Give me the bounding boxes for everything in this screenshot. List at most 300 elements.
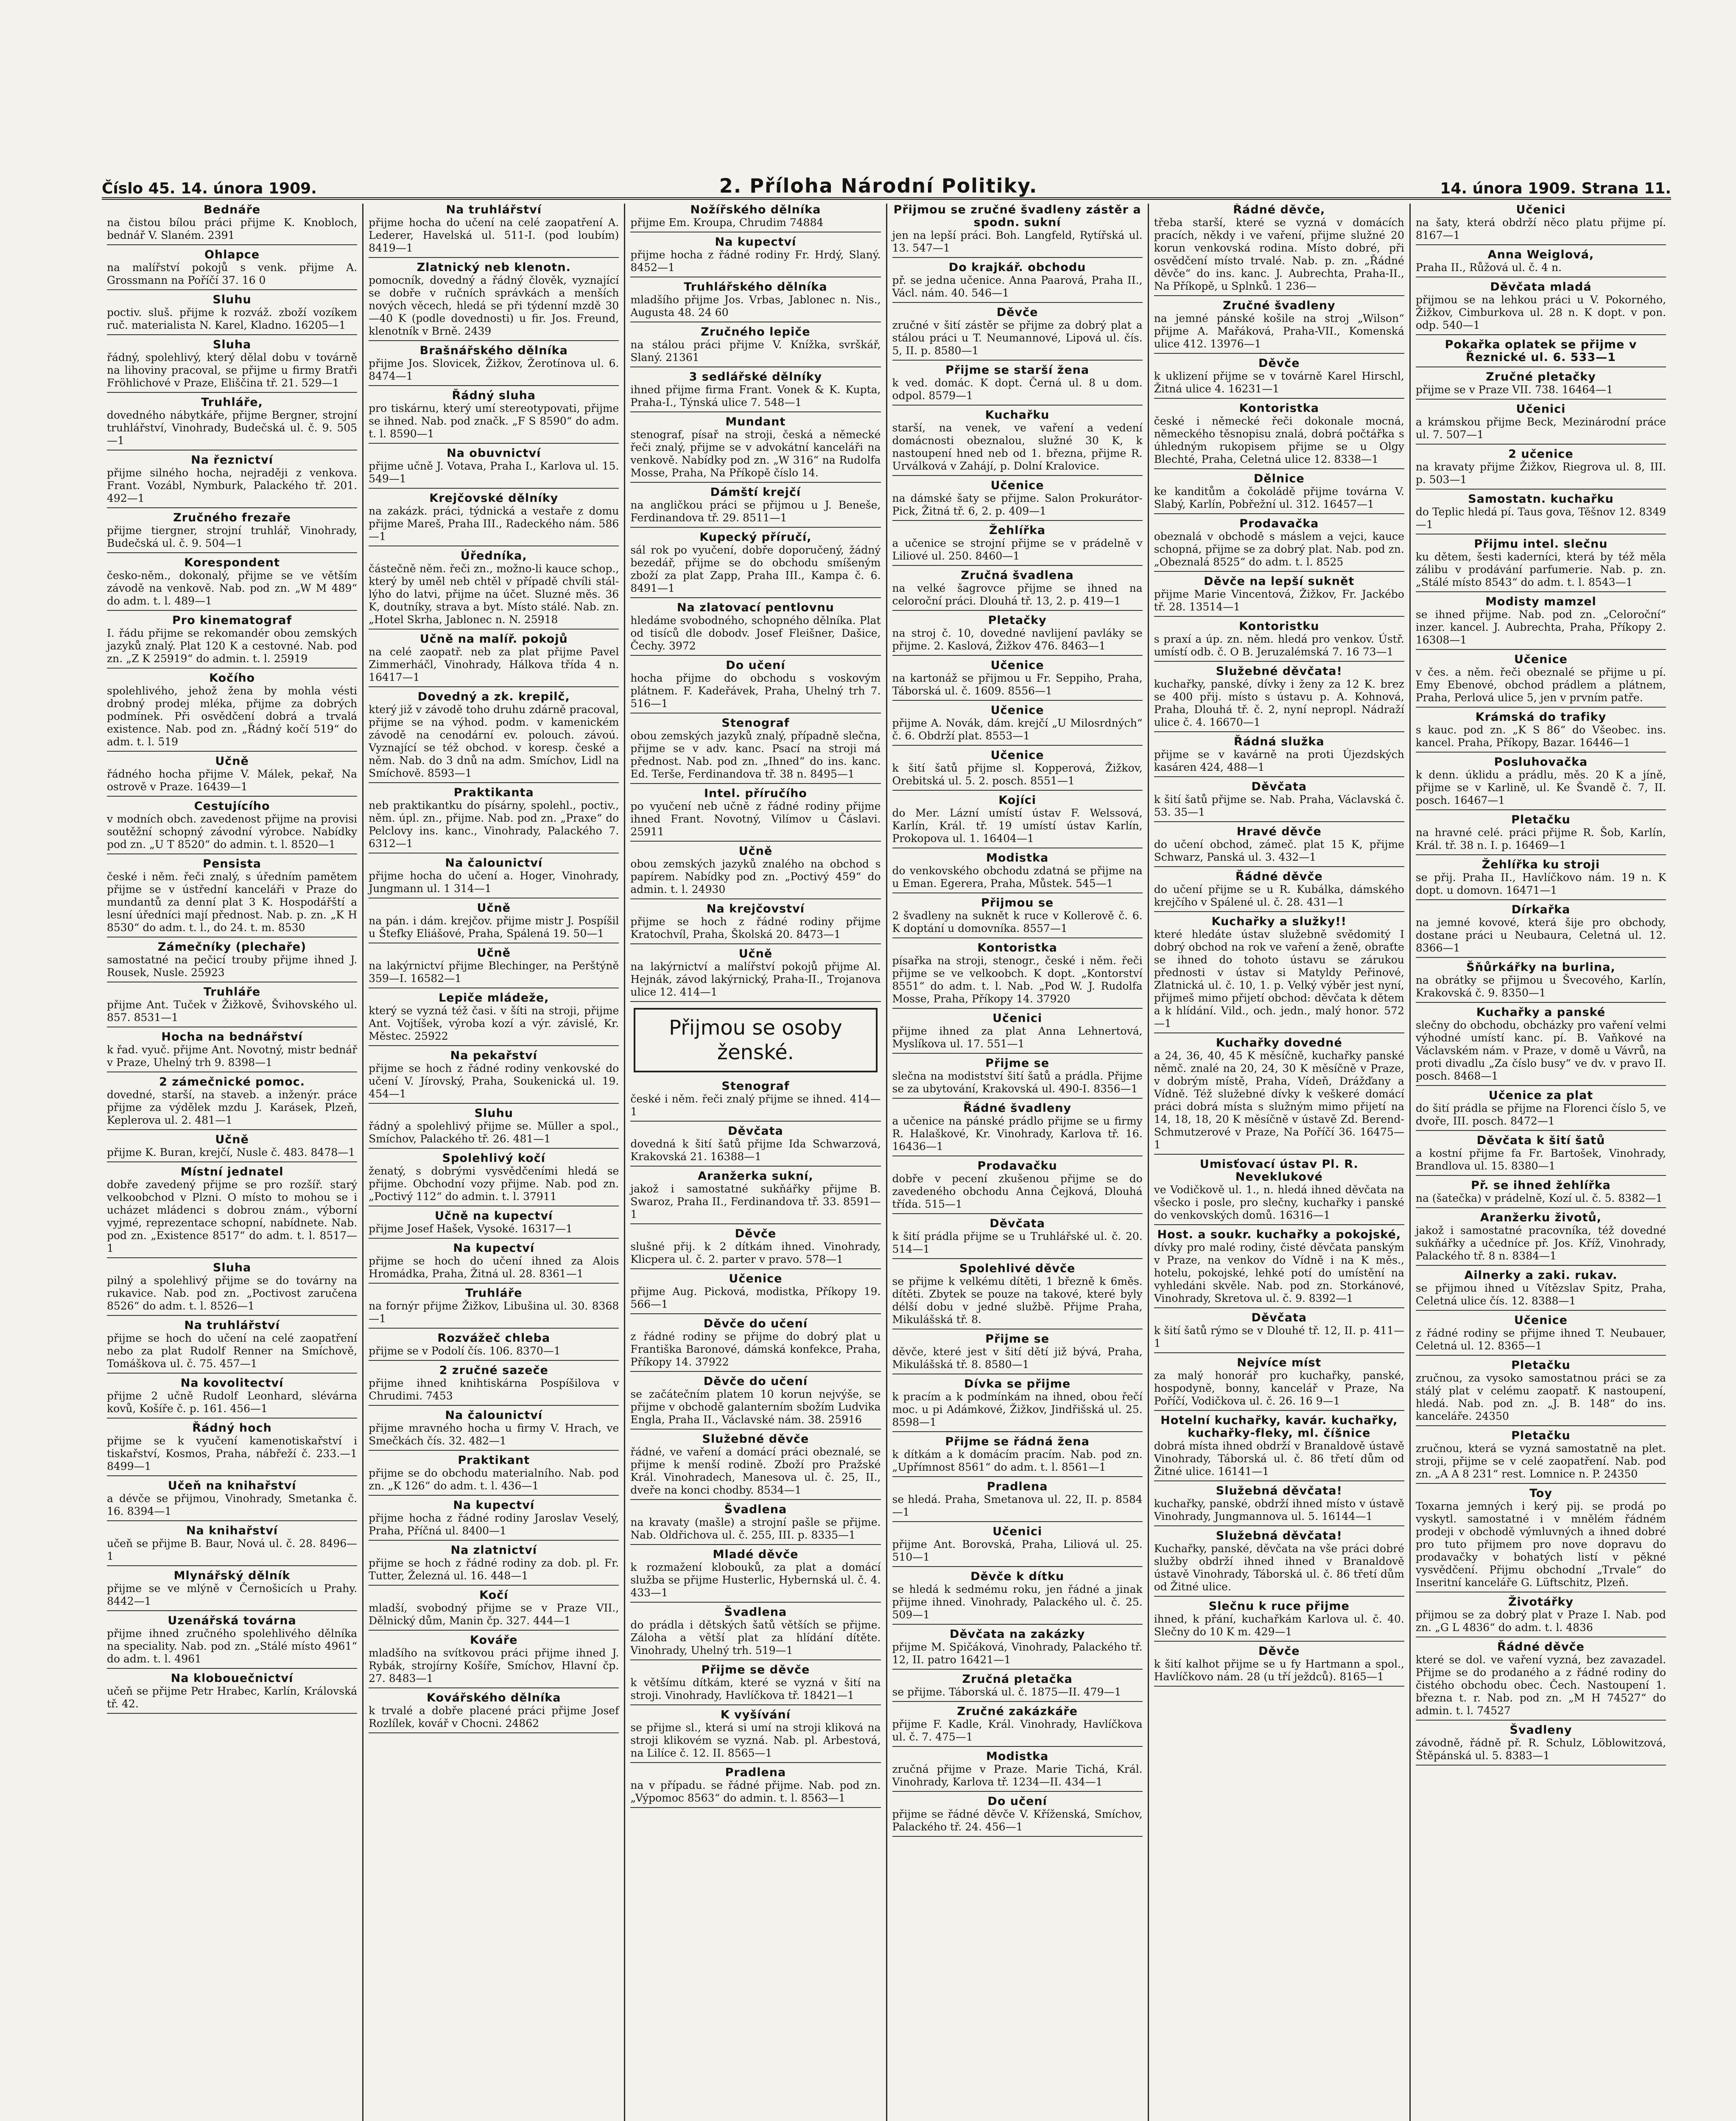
classified-ad: [630, 1433, 881, 1500]
ad-heading: Aranžerku životů,: [1480, 1211, 1602, 1224]
classified-ad: [892, 524, 1143, 566]
ad-heading: Zručné švadleny: [1222, 299, 1336, 312]
ad-heading: Do učení: [726, 659, 786, 672]
ad-body: k většímu dítkám, které se vyzná v šití na stroji. Vinohrady, Havlíčkova tř. 18421—1: [630, 1676, 881, 1701]
classified-ad: [1416, 1269, 1666, 1311]
classified-ad: [1154, 204, 1404, 296]
ad-heading: Truhlářského dělníka: [684, 280, 827, 294]
ad-heading: Na čalounictví: [445, 1409, 543, 1422]
ad-heading: Děvče na lepší suknět: [1204, 575, 1355, 588]
ad-heading: Pro kinematograf: [172, 614, 292, 627]
ad-body: v čes. a něm. řeči obeznalé se přijme u pí. Emy Ebenové, obchod prádlem a plátnem, Praha, Perlová ulice 5, jen v prvním patře.: [1415, 666, 1666, 704]
ad-heading: Učně: [215, 755, 249, 768]
classified-ad: [1416, 1430, 1666, 1484]
ad-body: přijme se hoch z řádné rodiny přijme Kratochvíl, Praha, Školská 20. 8473—1: [630, 915, 881, 940]
ad-body: samostatné na pečicí trouby přijme ihned J. Rousek, Nusle. 25923: [107, 954, 358, 979]
ad-body: přijme se hoch z řádné rodiny venkovské do učení V. Jírovský, Praha, Soukenická ul. 19. 454—1: [369, 1062, 619, 1100]
ad-body: dívky pro malé rodiny, čisté děvčata panským v Praze, na venkov do Vídně i na K měs., hotelu, pokojské, lehké potí do umístění na vyhledáni skvěle. Nab. pod zn. Storkánové, Vinohrady, Skretova ul. č. 9. 8392—1: [1154, 1241, 1404, 1304]
ad-body: dovedné, starší, na staveb. a inženýr. práce přijme za výdělek mzdu J. Karásek, Plzeň, Keplerova ul. 2. 481—1: [107, 1088, 358, 1126]
ad-heading: Kontoristka: [1239, 402, 1319, 415]
ad-heading: Pletačku: [1511, 1359, 1571, 1372]
classified-ad: [107, 614, 357, 669]
ad-body: učeň se přijme B. Baur, Nová ul. č. 28. 8496—1: [107, 1537, 358, 1562]
ad-body: na čistou bílou práci přijme K. Knobloch, bednář V. Slaném. 2391: [107, 216, 358, 241]
ad-body: na malířství pokojů s venk. přijme A. Grossmann na Poříčí 37. 16 0: [107, 261, 358, 286]
ad-body: řádný a spolehlivý přijme se. Müller a spol., Smíchov, Palackého tř. 26. 481—1: [369, 1120, 619, 1145]
classified-ad: [1416, 1006, 1666, 1086]
ad-heading: Děvčata mladá: [1490, 280, 1592, 294]
ad-body: k rozmažení klobouků, za plat a domácí služba se přijme Husterlic, Hybernská ul. č. 4. 433—1: [630, 1561, 881, 1599]
ad-heading: Přijme se děvče: [701, 1663, 810, 1676]
ad-body: na jemné kovové, která šije pro obchody, dostane práci u Neubaura, Celetná ul. 12. 8366—1: [1415, 916, 1666, 954]
ad-body: k ved. domác. K dopt. Černá ul. 8 u dom. odpol. 8579—1: [892, 377, 1143, 402]
ad-heading: Zručného frezaře: [173, 511, 291, 524]
ad-heading: Hocha na bednářství: [161, 1030, 303, 1044]
classified-ad: [630, 903, 881, 944]
ad-body: přijme se hoch do učení ihned za Alois Hromádka, Praha, Žitná ul. 28. 8361—1: [369, 1255, 619, 1280]
classified-ad: [107, 557, 357, 611]
ad-body: na šaty, která obdrží něco platu přijme pí. 8167—1: [1415, 216, 1666, 241]
ad-heading: Služebná děvčata!: [1216, 1529, 1342, 1542]
ad-body: řádný, spolehlivý, který dělal dobu v továrně na lihoviny pracoval, se přijme u firmy Bratři Fröhlichové v Praze, Eliščina tř. 21. 529—1: [107, 351, 358, 389]
ad-heading: Kuchařky a služky!!: [1211, 915, 1347, 928]
ad-heading: Děvčata na zakázky: [949, 1628, 1085, 1641]
ad-body: př. se jedna učenice. Anna Paarová, Praha II., Václ. nám. 40. 546—1: [892, 274, 1143, 299]
ad-body: přijme hocha z řádné rodiny Jaroslav Veselý, Praha, Příčná ul. 8400—1: [369, 1512, 619, 1537]
classified-ad: [630, 1709, 881, 1763]
classified-ad: [107, 1262, 357, 1316]
column-6: [1411, 204, 1671, 2121]
ad-body: k šití šatů rýmo se v Dlouhé tř. 12, II. p. 411—1: [1154, 1324, 1404, 1349]
ad-body: na lakýrnictví a malířství pokojů přijme Al. Hejnák, závod lakýrnický, Praha-II., Trojanova ulice 12. 414—1: [630, 960, 881, 998]
ad-body: se přijme. Táborská ul. č. 1875—II. 479—1: [892, 1686, 1121, 1698]
ad-heading: Modistka: [986, 851, 1049, 865]
ad-heading: Děvče do učení: [703, 1317, 808, 1330]
ad-heading: 2 zručné sazeče: [439, 1364, 548, 1377]
ad-heading: Učenice: [1514, 1314, 1568, 1327]
ad-heading: Přijme se starší žena: [945, 364, 1090, 377]
classified-ad: [369, 902, 619, 943]
classified-ad: [892, 852, 1143, 893]
classified-ad: [630, 1503, 881, 1545]
ad-heading: Anna Weiglová,: [1487, 248, 1594, 261]
classified-ad: [892, 479, 1143, 521]
classified-ad: [107, 204, 357, 245]
ad-heading: Učně: [477, 901, 511, 915]
ad-heading: Učeň na knihařství: [168, 1479, 296, 1492]
ad-body: 2 švadleny na suknět k ruce v Kollerově č. 6. K doptání u domovníka. 8557—1: [892, 909, 1143, 935]
classified-ad: [369, 1634, 619, 1688]
ad-heading: Bednáře: [203, 204, 261, 216]
ad-body: přijme se v kavárně na proti Újezdských kasáren 424, 488—1: [1154, 748, 1404, 773]
ad-body: dovedná k šití šatů přijme Ida Schwarzová, Krakovská 21. 16388—1: [630, 1138, 881, 1163]
classified-ad: [1416, 249, 1666, 277]
ad-body: přijme silného hocha, nejraději z venkova. Frant. Vozábl, Nymburk, Palackého tř. 201. 492—1: [107, 467, 358, 504]
ad-heading: Do krajkář. obchodu: [948, 261, 1086, 274]
classified-ad: [1416, 1212, 1666, 1266]
ad-body: přijme mravného hocha u firmy V. Hrach, ve Smečkách čís. 32. 482—1: [369, 1422, 619, 1447]
ad-body: se přijmou ihned u Vítězslav Spitz, Praha, Celetná ulice čís. 12. 8388—1: [1415, 1282, 1666, 1307]
ad-body: přijme M. Spičáková, Vinohrady, Palackého tř. 12, II. patro 16421—1: [892, 1641, 1143, 1666]
classified-ad: [630, 1606, 881, 1660]
ad-heading: Kočí: [479, 1589, 509, 1602]
ad-heading: Mlynářský dělník: [173, 1569, 291, 1582]
ad-body: s kauc. pod zn. „K S 86“ do Všeobec. ins. kancel. Praha, Příkopy, Bazar. 16446—1: [1415, 724, 1666, 749]
ad-body: na hravné celé. práci přijme R. Šob, Karlín, Král. tř. 38 n. I. p. 16469—1: [1415, 826, 1666, 851]
ad-body: na stroj č. 10, dovedné navlijení pavláky se přijme. 2. Kaslová, Žižkov 476. 8463—1: [892, 627, 1143, 652]
ad-heading: Děvčata: [728, 1125, 783, 1138]
classified-ad: [1416, 1134, 1666, 1176]
classified-ad: [1416, 653, 1666, 708]
ad-body: se hledá. Praha, Smetanova ul. 22, II. p. 8584—1: [892, 1493, 1143, 1518]
classified-ad: [1154, 357, 1404, 399]
ad-heading: Sluhu: [474, 1107, 513, 1120]
classified-ad: [1416, 493, 1666, 534]
ad-heading: Učně: [738, 947, 773, 960]
ad-heading: Sluha: [212, 338, 252, 351]
classified-ad: [1416, 961, 1666, 1003]
ad-heading: Na čalounictví: [445, 856, 543, 870]
classified-ad: [369, 691, 619, 783]
ad-heading: Učenici: [992, 1012, 1043, 1025]
ad-heading: Děvčata: [1251, 1311, 1307, 1324]
ad-heading: Na kupectví: [715, 235, 797, 249]
classified-ad: [107, 1377, 357, 1419]
ad-heading: Kočího: [209, 672, 255, 685]
classified-ad: [1154, 1485, 1404, 1526]
classified-ad: [630, 1766, 881, 1808]
classified-ad: [369, 1589, 619, 1631]
ad-heading: Pradlena: [725, 1766, 786, 1779]
classified-ad: [369, 1454, 619, 1496]
classified-ad: [107, 1031, 357, 1072]
ad-body: k trvalé a dobře placené práci přijme Josef Rozlílek, kovář v Chocni. 24862: [369, 1704, 619, 1729]
ad-body: a učenice se strojní přijme se v prádelně v Liliové ul. 250. 8460—1: [892, 537, 1143, 562]
ad-heading: Prodavačka: [1239, 517, 1319, 530]
classified-ad: [1154, 473, 1404, 514]
classified-ad: [369, 786, 619, 853]
ad-heading: Šňůrkářky na burlina,: [1466, 961, 1616, 974]
ad-body: závodně, řádně př. R. Schulz, Löblowitzová, Štěpánská ul. 5. 8383—1: [1415, 1737, 1666, 1762]
ad-body: přijme se v Praze VII. 738. 16464—1: [1415, 383, 1613, 396]
ad-heading: Spolehlivé děvče: [959, 1262, 1076, 1275]
column-3: [625, 204, 887, 2121]
ad-heading: Zručného lepiče: [701, 325, 811, 339]
ad-heading: Samostatn. kuchařku: [1468, 492, 1614, 506]
ad-heading: 2 zámečnické pomoc.: [159, 1075, 305, 1088]
ad-body: na zakázk. práci, týdnická a vestaře z domu přijme Mareš, Praha III., Radeckého nám. 586—1: [369, 505, 619, 543]
classified-ad: [892, 1628, 1143, 1670]
ad-heading: Učně: [738, 845, 773, 858]
ad-body: Kuchařky, panské, děvčata na vše práci dobré služby obdrží ihned ihned v Branaldově ústavě Vinohrady, Táborská ul. č. 86 třetí dům od Žitné ulice.: [1154, 1542, 1404, 1593]
classified-ad: [369, 992, 619, 1046]
ad-body: pro tiskárnu, který umí stereotypovati, přijme se ihned. Nab. pod značk. „F S 8590“ do adm. t. l. 8590—1: [369, 402, 619, 440]
classified-ad: [369, 344, 619, 386]
ad-heading: Děvčata: [990, 1217, 1045, 1230]
ad-body: na pán. i dám. krejčov. přijme mistr J. Pospíšil u Štefky Eliášové, Praha, Spálená 19. 50—1: [369, 915, 619, 940]
classified-ad: [369, 1049, 619, 1104]
ad-heading: Stenograf: [721, 716, 790, 730]
classified-ad: [107, 454, 357, 508]
classified-ad: [107, 339, 357, 393]
classified-ad: [1416, 371, 1666, 400]
ad-body: který již v závodě toho druhu zdárně pracoval, přijme se na výhod. podm. v kamenickém závodě na cenodární ev. polouch. závoú. Vyznající se též obchod. v koresp. české a něm. Nab. do 3 dnů na adm. Smíchov, Lidl na Smíchově. 8593—1: [369, 703, 619, 779]
classified-ad: [107, 249, 357, 290]
ad-heading: Pletačku: [1511, 813, 1571, 826]
classified-ad: [107, 800, 357, 854]
classified-ad: [369, 1409, 619, 1451]
classified-ad: [892, 364, 1143, 406]
classified-ad: [1416, 403, 1666, 445]
ad-heading: Děvče: [1258, 1645, 1300, 1658]
classified-ad: [892, 1705, 1143, 1747]
ad-heading: Hotelní kuchařky, kavár. kuchařky, kuchařky-fleky, ml. číšnice: [1160, 1414, 1398, 1440]
ad-heading: Úředníka,: [460, 549, 527, 562]
ad-body: a dévče se přijmou, Vinohrady, Smetanka č. 16. 8394—1: [107, 1492, 358, 1517]
classified-ad: [1154, 518, 1404, 572]
ad-body: do učení obchod, zámeč. plat 15 K, přijme Schwarz, Panská ul. 3. 432—1: [1154, 838, 1404, 863]
ad-body: k denn. úklidu a prádlu, měs. 20 K a jíně, přijme se v Karlině, ul. Ke Švandě č. 7, II. posch. 16467—1: [1415, 769, 1666, 806]
ad-body: přijmou se za dobrý plat v Praze I. Nab. pod zn. „G L 4836“ do adm. t. l. 4836: [1415, 1609, 1666, 1634]
classified-ad: [1416, 204, 1666, 245]
ad-body: přijme A. Novák, dám. krejčí „U Milosrdných“ č. 6. Obdrží plat. 8553—1: [892, 717, 1143, 742]
ad-body: zručné v šití zástěr se přijme za dobrý plat a stálou práci u T. Neumannové, Lipová ul. čís. 5, II. p. 8580—1: [892, 319, 1143, 357]
ad-body: slušné přij. k 2 dítkám ihned. Vinohrady, Klicpera ul. č. 2. parter v pravo. 578—1: [630, 1240, 881, 1265]
ad-heading: Na krejčovství: [706, 902, 805, 915]
ad-heading: Učenice: [1514, 653, 1568, 666]
ad-body: na stálou práci přijme V. Knížka, svrškář, Slaný. 21361: [630, 339, 881, 364]
classified-ad: [107, 1480, 357, 1521]
ad-body: přijme F. Kadle, Král. Vinohrady, Havlíčkova ul. č. 7. 475—1: [892, 1718, 1143, 1743]
classified-ad: [630, 1548, 881, 1603]
ad-body: mladšího přijme Jos. Vrbas, Jablonec n. Nis., Augusta 48. 24 60: [630, 294, 881, 319]
ad-heading: Kontoristku: [1239, 620, 1319, 633]
classified-ad: [107, 858, 357, 937]
ad-heading: Sluhu: [212, 293, 252, 306]
ad-heading: Na kovolitectví: [180, 1377, 284, 1390]
ad-heading: Prodavačku: [977, 1159, 1057, 1172]
ad-body: starší, na venek, ve vaření a vedení domácnosti obeznalou, služné 30 K, k nastoupení hned neb od 1. března, přijme R. Urválková v Zahájí, p. Dolní Kralovice.: [892, 422, 1143, 472]
classified-ad: [892, 942, 1143, 1009]
classified-ad: [1416, 538, 1666, 592]
classified-ad: [1154, 620, 1404, 662]
ad-heading: Truhláře: [203, 985, 261, 999]
classified-ad: [630, 531, 881, 598]
ad-body: přijme Em. Kroupa, Chrudim 74884: [630, 216, 824, 229]
ad-body: české i německé řeči dokonale mocná, německého těsnopisu znalá, dobrá počtářka s úhledným rukopisem přijme se u Olgy Blechté, Praha, Celetná ulice 12. 8338—1: [1154, 415, 1404, 465]
ad-body: přijme Jos. Slovicek, Žižkov, Žerotínova ul. 6. 8474—1: [369, 357, 619, 382]
classified-ad: [369, 1692, 619, 1733]
ad-body: třeba starší, které se vyzná v domácích pracích, někdy i ve vaření, přijme služné 20 korun venkovská rodina. Místo dobré, při osvědčení místo trvalé. Nab. p. zn. „Řádné děvče“ do ins. kanc. J. Aubrechta, Praha-II., Na Příkopě, u Splnků. 1 236—: [1154, 216, 1404, 292]
ad-heading: Dělnice: [1253, 472, 1305, 485]
ad-body: mladší, svobodný přijme se v Praze VII., Dělnický dům, Manin čp. 327. 444—1: [369, 1602, 619, 1627]
ad-body: se hledá k sedmému roku, jen řádné a jinak přijme ihned. Vinohrady, Palackého ul. č. 25. 509—1: [892, 1583, 1143, 1621]
ad-body: jakož i samostatné pracovníka, též dovedné sukňářky a učedníce př. Jos. Kříž, Vinohrady, Palackého tř. 8 n. 8384—1: [1415, 1224, 1666, 1262]
classified-ad: [107, 1570, 357, 1611]
ad-heading: Zručná pletačka: [962, 1673, 1073, 1686]
ad-body: Praha II., Růžová ul. č. 4 n.: [1415, 261, 1562, 274]
ad-heading: Děvče k dítku: [970, 1570, 1065, 1583]
ad-body: za malý honorář pro kuchařky, panské, hospodyně, bonny, kancelář v Praze, Na Poříčí, Vodičkova ul. č. 26. 16 9—1: [1154, 1369, 1404, 1407]
classified-ad: [1416, 1314, 1666, 1356]
ad-body: neb praktikantku do písárny, spolehl., poctiv., něm. úpl. zn., přijme. Nab. pod zn. „Praxe“ do Pelclovy ins. kanc., Vinohrady, Palackého 7. 6312—1: [369, 799, 619, 850]
ad-heading: Učně: [477, 946, 511, 960]
ad-heading: Učně na malíř. pokojů: [419, 632, 568, 646]
classified-ad: [1154, 1228, 1404, 1308]
ad-body: přijme ihned knihtiskárna Pospíšilova v Chrudimi. 7453: [369, 1377, 619, 1402]
classified-ad: [107, 1672, 357, 1714]
classified-ad: [892, 1673, 1143, 1702]
classified-ad: [369, 492, 619, 546]
ad-body: přijme hocha do učení a. Hoger, Vinohrady, Jungmann ul. 1 314—1: [369, 870, 619, 895]
classified-ad: [630, 948, 881, 1002]
classified-ad: [630, 1375, 881, 1430]
classified-ad: [369, 1332, 619, 1361]
ad-body: k šití šatů přijme se. Nab. Praha, Václavská č. 53. 35—1: [1154, 793, 1404, 818]
ad-body: přijme K. Buran, krejčí, Nusle č. 483. 8478—1: [107, 1146, 355, 1158]
ad-heading: Učenice: [990, 659, 1044, 672]
classified-ad: [892, 1480, 1143, 1522]
ad-heading: Na obuvnictví: [447, 447, 541, 460]
classified-ad: [892, 1570, 1143, 1625]
ad-heading: Místní jednatel: [180, 1165, 284, 1178]
ad-heading: Řádné švadleny: [963, 1102, 1072, 1115]
classified-ad: [630, 717, 881, 784]
ad-body: po vyučení neb učně z řádné rodiny přijme ihned Frant. Novotný, Vilímov u Čáslavi. 25911: [630, 800, 881, 838]
ad-heading: Stenograf: [721, 1080, 790, 1093]
ad-heading: Kuchařky dovedné: [1216, 1036, 1342, 1049]
ad-body: přijme se hoch z řádné rodiny za dob. pl. Fr. Tutter, Železná ul. 16. 448—1: [369, 1557, 619, 1582]
ad-body: ku dětem, šesti kaderníci, která by též měla zálibu v prodávání parfumerie. Nab. p. zn. „Stálé místo 8543“ do adm. t. l. 8543—1: [1415, 551, 1666, 588]
ad-body: na lakýrnictví přijme Blechinger, na Perštýně 359—I. 16582—1: [369, 960, 619, 985]
ad-body: s praxí a úp. zn. něm. hledá pro venkov. Ústř. umístí odb. č. O B. Jeruzalémská 7. 16 73—1: [1154, 633, 1404, 658]
ad-heading: Přijmou se: [981, 896, 1054, 909]
ad-body: k šití šatů přijme sl. Kopperová, Žižkov, Orebitská ul. 5. 2. posch. 8551—1: [892, 762, 1143, 787]
ad-heading: Korespondent: [184, 556, 280, 569]
classified-ad: [892, 659, 1143, 701]
ad-body: ihned, k přání, kuchařkám Karlova ul. č. 40. Slečny do 10 K m. 429—1: [1154, 1613, 1404, 1638]
ad-body: do prádla i dětských šatů větších se přijme. Záloha a větší plat za hlídání dítěte. Vinohrady, Uhelný trh. 519—1: [630, 1619, 881, 1657]
classified-ad: [1154, 1158, 1404, 1225]
ad-body: ihned přijme firma Frant. Vonek & K. Kupta, Praha-I., Týnská ulice 7. 548—1: [630, 383, 881, 409]
ad-body: na v případu. se řádné přijme. Nab. pod zn. „Výpomoc 8563“ do admin. t. l. 8563—1: [630, 1779, 881, 1804]
classified-ad: [107, 1615, 357, 1669]
ad-heading: Truhláře: [465, 1287, 523, 1300]
ad-heading: Modistka: [986, 1750, 1049, 1763]
classified-ad: [630, 659, 881, 714]
ad-body: dobře v pecení zkušenou přijme se do zavedeného obchodu Anna Čejková, Dlouhá třída. 515—1: [892, 1172, 1143, 1210]
ad-body: se přij. Praha II., Havlíčkovo nám. 19 n. K dopt. u domovn. 16471—1: [1415, 871, 1666, 896]
classified-ad: [369, 261, 619, 341]
classified-ad: [107, 1319, 357, 1374]
classified-ad: [1416, 859, 1666, 900]
ad-body: se ihned přijme. Nab. pod zn. „Celoroční“ inzer. kancel. J. Aubrechta, Praha, Příkopy 2. 16308—1: [1415, 608, 1666, 646]
ad-body: k uklizení přijme se v továrně Karel Hirschl, Žitná ulice 4. 16231—1: [1154, 370, 1404, 395]
ad-heading: Pensista: [203, 857, 262, 870]
ad-body: na kravaty (mašle) a strojní pašle se přijme. Nab. Oldřichova ul. č. 255, III. p. 8335—1: [630, 1516, 881, 1541]
ad-heading: Nožířského dělníka: [690, 204, 821, 216]
classified-ad: [1154, 1600, 1404, 1642]
date-page: 14. února 1909. Strana 11.: [1440, 180, 1671, 197]
ad-heading: 3 sedlářské dělníky: [689, 370, 822, 383]
ad-body: slečny do obchodu, obcházky pro vaření velmi výhodné umístí kanc. pí. B. Vaňkové na Václavském nám. v Praze, v domě u Vávrů, na proti divadlu „Za číslo busy“ ve dv. v pravo II. posch. 8468—1: [1415, 1019, 1666, 1082]
ad-body: písařka na stroji, stenogr., české i něm. řeči přijme se ve velkoobch. K dopt. „Kontorství 8551“ do adm. t. l. Nab. „Pod W. J. Rudolfa Mosse, Praha, Příkopy 14. 37920: [892, 954, 1143, 1005]
ad-heading: Učenice: [729, 1272, 783, 1285]
ad-heading: 2 učenice: [1508, 448, 1574, 461]
column-4: [887, 204, 1149, 2121]
ad-body: zručnou, která se vyzná samostatně na plet. stroji, přijme se v celé zaopatření. Nab. pod zn. „A A 8 231“ rest. Lomnice n. P. 24350: [1415, 1442, 1666, 1480]
ad-body: k šití kalhot přijme se u fy Hartmann a spol., Havlíčkovo nám. 28 (u tří ježdců). 8165—1: [1154, 1658, 1404, 1683]
ad-body: mladšího na svítkovou práci přijme ihned J. Rybák, strojírny Košíře, Smíchov, Hlavní čp. 27. 8483—1: [369, 1647, 619, 1684]
classified-ad: [1154, 915, 1404, 1033]
ad-heading: Slečnu k ruce přijme: [1208, 1600, 1350, 1613]
ad-body: přijme hocha do učení na celé zaopatření A. Lederer, Havelská ul. 511-I. (pod loubím) 8419—1: [369, 216, 619, 254]
ad-body: obeznalá v obchodě s máslem a vejci, kauce schopná, přijme se za dobrý plat. Nab. pod zn. „Obeznalá 8525“ do adm. t. l. 8525: [1154, 530, 1404, 568]
ad-heading: Krámská do trafiky: [1475, 711, 1607, 724]
classified-ad: [892, 409, 1143, 476]
classified-ad: [107, 755, 357, 797]
ad-heading: Na kupectví: [453, 1499, 535, 1512]
ad-body: na celé zaopatř. neb za plat přijme Pavel Zimmerháčl, Vinohrady, Hálkova třída 4 n. 16417—1: [369, 646, 619, 683]
ad-body: obou zemských jazyků znalého na obchod s papírem. Nabídky pod zn. „Poctivý 459“ do admin. t. l. 24930: [630, 858, 881, 895]
classified-ad: [892, 1795, 1143, 1837]
ad-body: který se vyzná též časi. v šíti na stroji, přijme Ant. Vojtíšek, výroba kozí a výr. závislé, Kr. Městec. 25922: [369, 1005, 619, 1042]
ad-heading: Přijme se: [985, 1057, 1050, 1070]
ad-body: přijme učně J. Votava, Praha I., Karlova ul. 15. 549—1: [369, 460, 619, 485]
ad-heading: Na zlatnictví: [450, 1544, 537, 1557]
ad-heading: Mladé děvče: [713, 1548, 799, 1561]
classified-ad: [892, 1750, 1143, 1792]
classified-ad: [892, 749, 1143, 791]
ad-heading: Učenice: [990, 749, 1044, 762]
ad-heading: Přijme se řádná žena: [945, 1435, 1090, 1448]
ad-body: k řad. vyuč. přijme Ant. Novotný, mistr bednář v Praze, Uhelný trh 9. 8398—1: [107, 1044, 358, 1069]
classified-ad: [1154, 1414, 1404, 1481]
ad-heading: Životářky: [1508, 1595, 1574, 1609]
classified-ad: [107, 294, 357, 335]
ad-heading: Na truhlářství: [446, 204, 542, 216]
classified-ad: [630, 1664, 881, 1705]
ad-heading: Krejčovské dělníky: [429, 492, 559, 505]
issue-number-date: Číslo 45. 14. února 1909.: [102, 180, 317, 197]
ad-heading: Děvče: [1258, 357, 1300, 370]
ad-heading: Přijmu intel. slečnu: [1474, 537, 1608, 551]
ad-body: přijme ihned zručného spolehlivého dělníka na speciality. Nab. pod zn. „Stálé místo 4961“ do adm. t. l. 4961: [107, 1627, 358, 1665]
classified-ad: [107, 512, 357, 553]
ad-heading: Na knihařství: [186, 1524, 278, 1537]
classified-ad: [630, 1228, 881, 1269]
ad-heading: K vyšívání: [720, 1708, 791, 1721]
ad-heading: Intel. příručího: [704, 787, 807, 800]
classified-ad: [369, 389, 619, 444]
ad-body: do šití prádla se přijme na Florenci číslo 5, ve dvoře, III. posch. 8472—1: [1415, 1102, 1666, 1127]
ad-body: přijme tiergner, strojní truhlář, Vinohrady, Budečská ul. č. 9. 504—1: [107, 524, 358, 549]
ad-body: přijme ihned za plat Anna Lehnertová, Myslíkova ul. 17. 551—1: [892, 1025, 1143, 1050]
ad-body: přijme Ant. Borovská, Praha, Liliová ul. 25. 510—1: [892, 1538, 1143, 1563]
ad-heading: Děvčata k šití šatů: [1476, 1134, 1605, 1147]
ad-heading: Pokařka oplatek se přijme v Řeznické ul. 6. 533—1: [1445, 338, 1637, 364]
classified-ad: [1416, 1179, 1666, 1208]
ad-heading: Zlatnický neb klenotn.: [417, 261, 571, 274]
column-2: [363, 204, 625, 2121]
ad-body: přijme 2 učně Rudolf Leonhard, slévárna kovů, Košíře č. p. 161. 456—1: [107, 1390, 358, 1415]
ad-heading: Zručná švadlena: [961, 569, 1074, 582]
ad-heading: Do učení: [987, 1795, 1047, 1808]
classified-ad: [1154, 575, 1404, 617]
classified-ad: [369, 947, 619, 988]
ad-body: spolehlivého, jehož žena by mohla vésti drobný prodej mléka, přijme za dobrých podmínek. Při osvědčení dobrá a trvalá existence. Nab. pod zn. „Řádný kočí 519“ do adm. t. l. 519: [107, 685, 358, 748]
ad-body: na fornýr přijme Žižkov, Libušina ul. 30. 8368—1: [369, 1300, 619, 1325]
